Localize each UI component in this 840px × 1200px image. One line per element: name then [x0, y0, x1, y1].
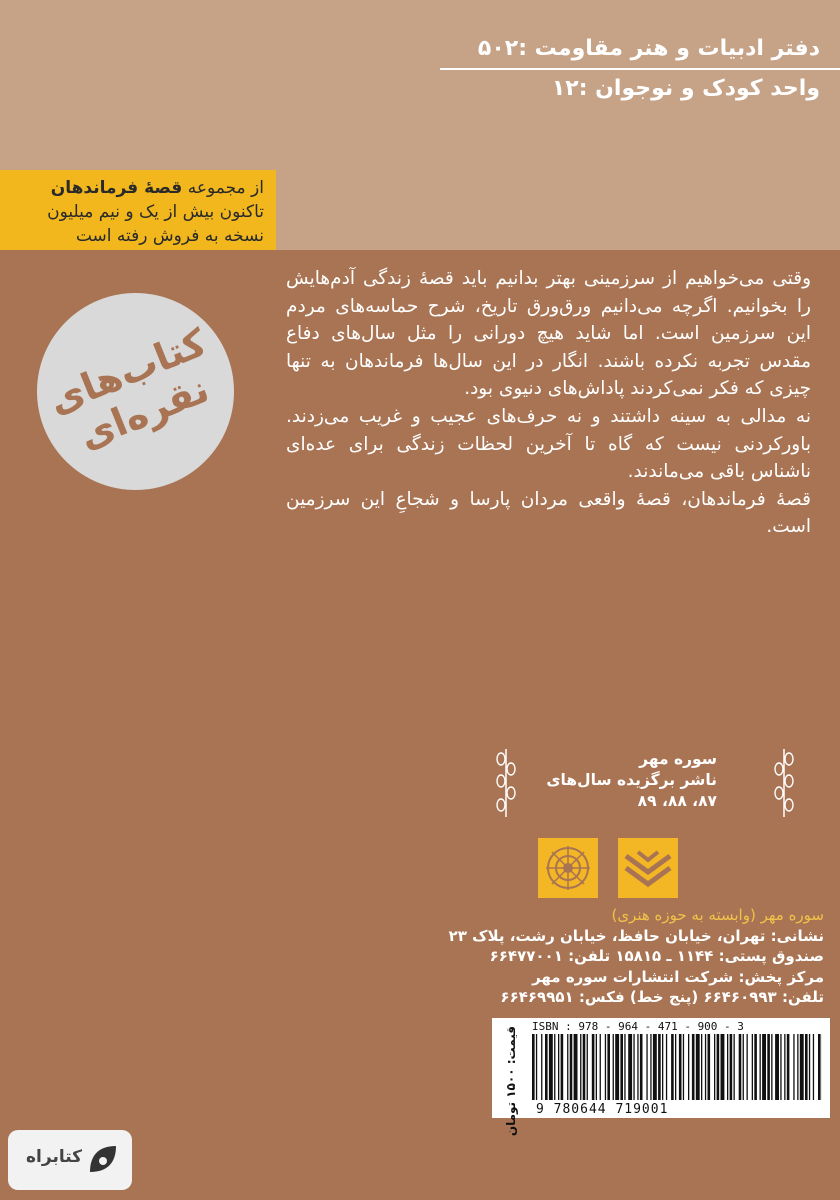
- barcode-number: 9 780644 719001: [536, 1102, 669, 1117]
- promo-box: [0, 170, 276, 250]
- laurel-left-icon: [494, 747, 518, 819]
- award-line3: ۸۷، ۸۸، ۸۹: [637, 792, 717, 810]
- promo-line1: [0, 176, 264, 200]
- publisher-postal: صندوق پستی: ۱۱۴۴ ـ ۱۵۸۱۵ تلفن: ۶۶۴۷۷۰۰۱: [489, 947, 824, 966]
- hozeh-honari-logo-icon: [538, 838, 598, 898]
- badge-label: کتاب‌های نقره‌ای: [42, 319, 215, 458]
- blurb-paragraph-1: وقتی می‌خواهیم از سرزمینی بهتر بدانیم باید قصهٔ زندگی آدم‌هایش را بخوانیم. اگرچه می‌دانیم ورق‌ورق تاریخ، شرح حماسه‌های مردم این سرزمین است. اما شاید هیچ دورانی را مثل سال‌های دفاع مقدس تجربه نکرده باشند. انگار در این سال‌ها فرماندهان به تنها چیزی که فکر نمی‌کردند پاداش‌های دنیوی بود.: [286, 268, 811, 400]
- publisher-address: نشانی: تهران، خیابان حافظ، خیابان رشت، پلاک ۲۳: [448, 926, 824, 945]
- soore-mehr-logo-icon: [618, 838, 678, 898]
- publisher-phones: تلفن: ۶۶۴۶۰۹۹۳ (پنج خط) فکس: ۶۶۴۶۹۹۵۱: [500, 988, 824, 1007]
- series-title-line2: واحد کودک و نوجوان :۱۲: [551, 76, 820, 101]
- series-divider: [440, 68, 840, 70]
- barcode-bars: [532, 1034, 822, 1100]
- award-text: [546, 749, 717, 812]
- series-title-line1: دفتر ادبیات و هنر مقاومت :۵۰۲: [477, 36, 820, 61]
- promo-prefix: از مجموعه: [187, 178, 264, 198]
- ketabrah-text: کتابراه: [26, 1147, 83, 1167]
- price-text: قیمت: ۱۵۰۰ تومان: [504, 1026, 518, 1137]
- laurel-right-icon: [772, 747, 796, 819]
- ketabrah-watermark: [8, 1130, 132, 1190]
- barcode-box: [492, 1018, 830, 1137]
- ketabrah-logo-icon: [86, 1142, 120, 1178]
- publisher-name: سوره مهر (وابسته به حوزه هنری): [611, 906, 824, 924]
- silver-books-badge: [37, 293, 234, 490]
- blurb-paragraph-3: قصهٔ فرماندهان، قصهٔ واقعی مردان پارسا و شجاعِ این سرزمین است.: [286, 488, 811, 538]
- isbn-text: ISBN : 978 - 964 - 471 - 900 - 3: [532, 1020, 744, 1033]
- publisher-distribution: مرکز پخش: شرکت انتشارات سوره مهر: [532, 967, 824, 986]
- publisher-info: [284, 905, 824, 1008]
- promo-collection: قصهٔ فرماندهان: [50, 178, 183, 198]
- blurb-paragraph-2: نه مدالی به سینه داشتند و نه حرف‌های عجیب و غریب می‌زدند. باورکردنی نیست که گاه تا آخرین لحظات زندگی برای عده‌ای ناشناس باقی می‌ماندند.: [286, 405, 811, 483]
- promo-line3: نسخه به فروش رفته است: [75, 226, 264, 246]
- back-cover-blurb: [286, 265, 811, 541]
- promo-line2: تاکنون بیش از یک و نیم میلیون: [47, 202, 264, 222]
- award-line1: سوره مهر: [639, 750, 717, 768]
- award-block: [484, 735, 839, 825]
- award-line2: ناشر برگزیده سال‌های: [546, 771, 717, 789]
- price-label-box: [498, 1026, 524, 1137]
